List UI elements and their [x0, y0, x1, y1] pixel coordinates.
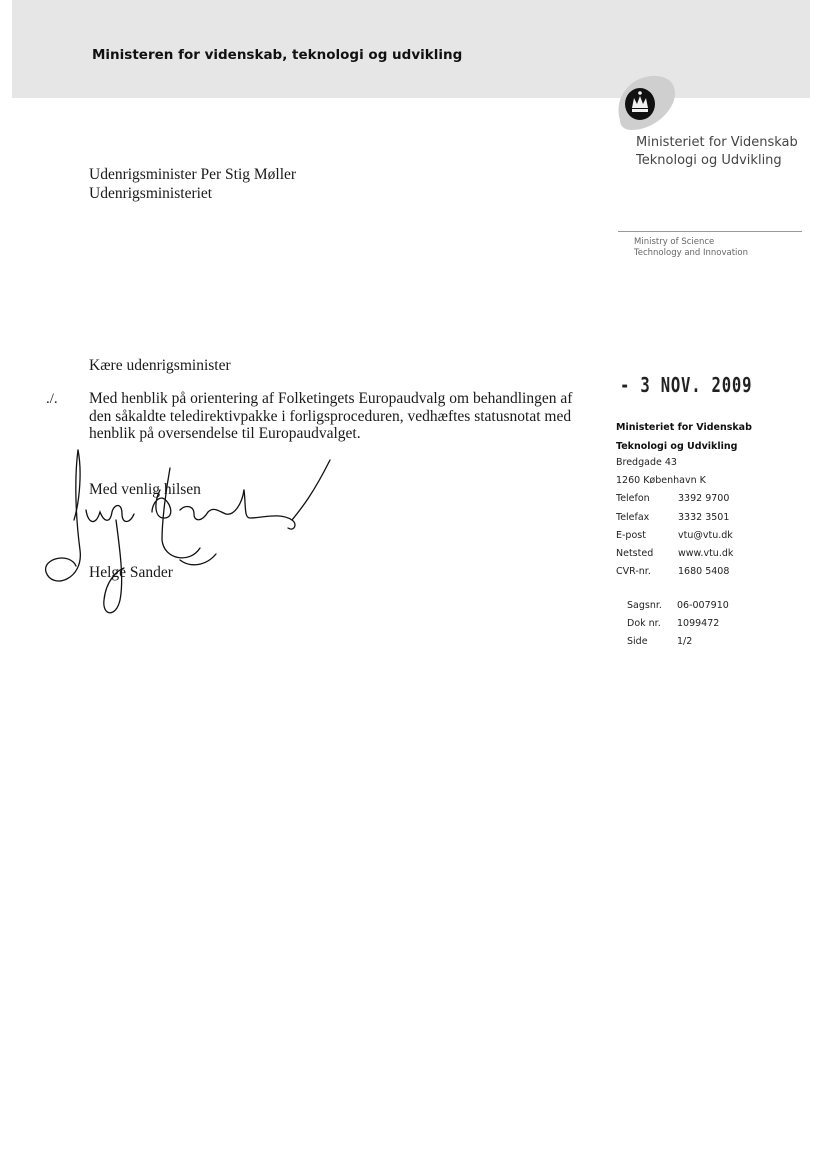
contact-value: 3332 3501 [678, 511, 730, 523]
contact-row [616, 490, 733, 508]
recipient-address [89, 165, 296, 203]
ministry-english-line2: Technology and Innovation [634, 248, 749, 258]
sender-street: Bredgade 43 [616, 457, 677, 468]
ministry-name [636, 134, 798, 170]
contact-row [616, 545, 733, 563]
case-value: 1099472 [677, 618, 720, 629]
case-label: Dok nr. [627, 618, 661, 629]
case-value: 06-007910 [677, 600, 729, 611]
contact-label: Netsted [616, 548, 654, 560]
case-row [627, 633, 729, 651]
received-date-stamp: - 3 NOV. 2009 [620, 373, 753, 397]
contact-row [616, 509, 733, 527]
case-value: 1/2 [677, 636, 693, 647]
contact-label: Telefon [616, 493, 650, 505]
closing: Med venlig hilsen [89, 481, 201, 498]
case-label: Side [627, 636, 648, 647]
sender-city: 1260 København K [616, 475, 706, 487]
salutation: Kære udenrigsminister [89, 357, 231, 374]
enclosure-mark: ./. [46, 391, 58, 407]
case-reference-block [627, 597, 729, 651]
recipient-org: Udenrigsministeriet [89, 185, 213, 202]
contact-value: 3392 9700 [678, 493, 730, 505]
letter-body: Med henblik på orientering af Folketingets Europaudvalg om behandlingen af den såkaldte teledirektivpakke i forligsproceduren, vedhæftes statusnotat med henblik på oversendelse til Europaudvalget. [89, 390, 573, 442]
contact-row [616, 527, 733, 545]
case-row [627, 615, 729, 633]
case-label: Sagsnr. [627, 600, 662, 611]
ministry-name-english [634, 237, 748, 259]
contact-value: 1680 5408 [678, 566, 730, 578]
sender-org-line1: Ministeriet for Videnskab [616, 422, 752, 433]
sender-organization [616, 418, 752, 456]
divider [618, 231, 802, 232]
contact-value: www.vtu.dk [678, 548, 734, 560]
sender-contact-block [616, 454, 733, 581]
contact-label: CVR-nr. [616, 566, 651, 578]
letterhead-title: Ministeren for videnskab, teknologi og udvikling [92, 47, 463, 63]
handwritten-signature [30, 440, 350, 630]
contact-row [616, 563, 733, 581]
contact-value: vtu@vtu.dk [678, 529, 733, 541]
ministry-name-line1: Ministeriet for Videnskab [636, 135, 798, 150]
sender-org-line2: Teknologi og Udvikling [616, 441, 738, 452]
crown-logo-icon [612, 72, 678, 134]
ministry-english-line1: Ministry of Science [634, 237, 715, 247]
contact-label: E-post [616, 529, 646, 541]
contact-label: Telefax [616, 511, 650, 523]
case-row [627, 597, 729, 615]
recipient-name: Udenrigsminister Per Stig Møller [89, 166, 297, 183]
signer-name: Helge Sander [89, 564, 173, 581]
ministry-name-line2: Teknologi og Udvikling [636, 153, 782, 168]
